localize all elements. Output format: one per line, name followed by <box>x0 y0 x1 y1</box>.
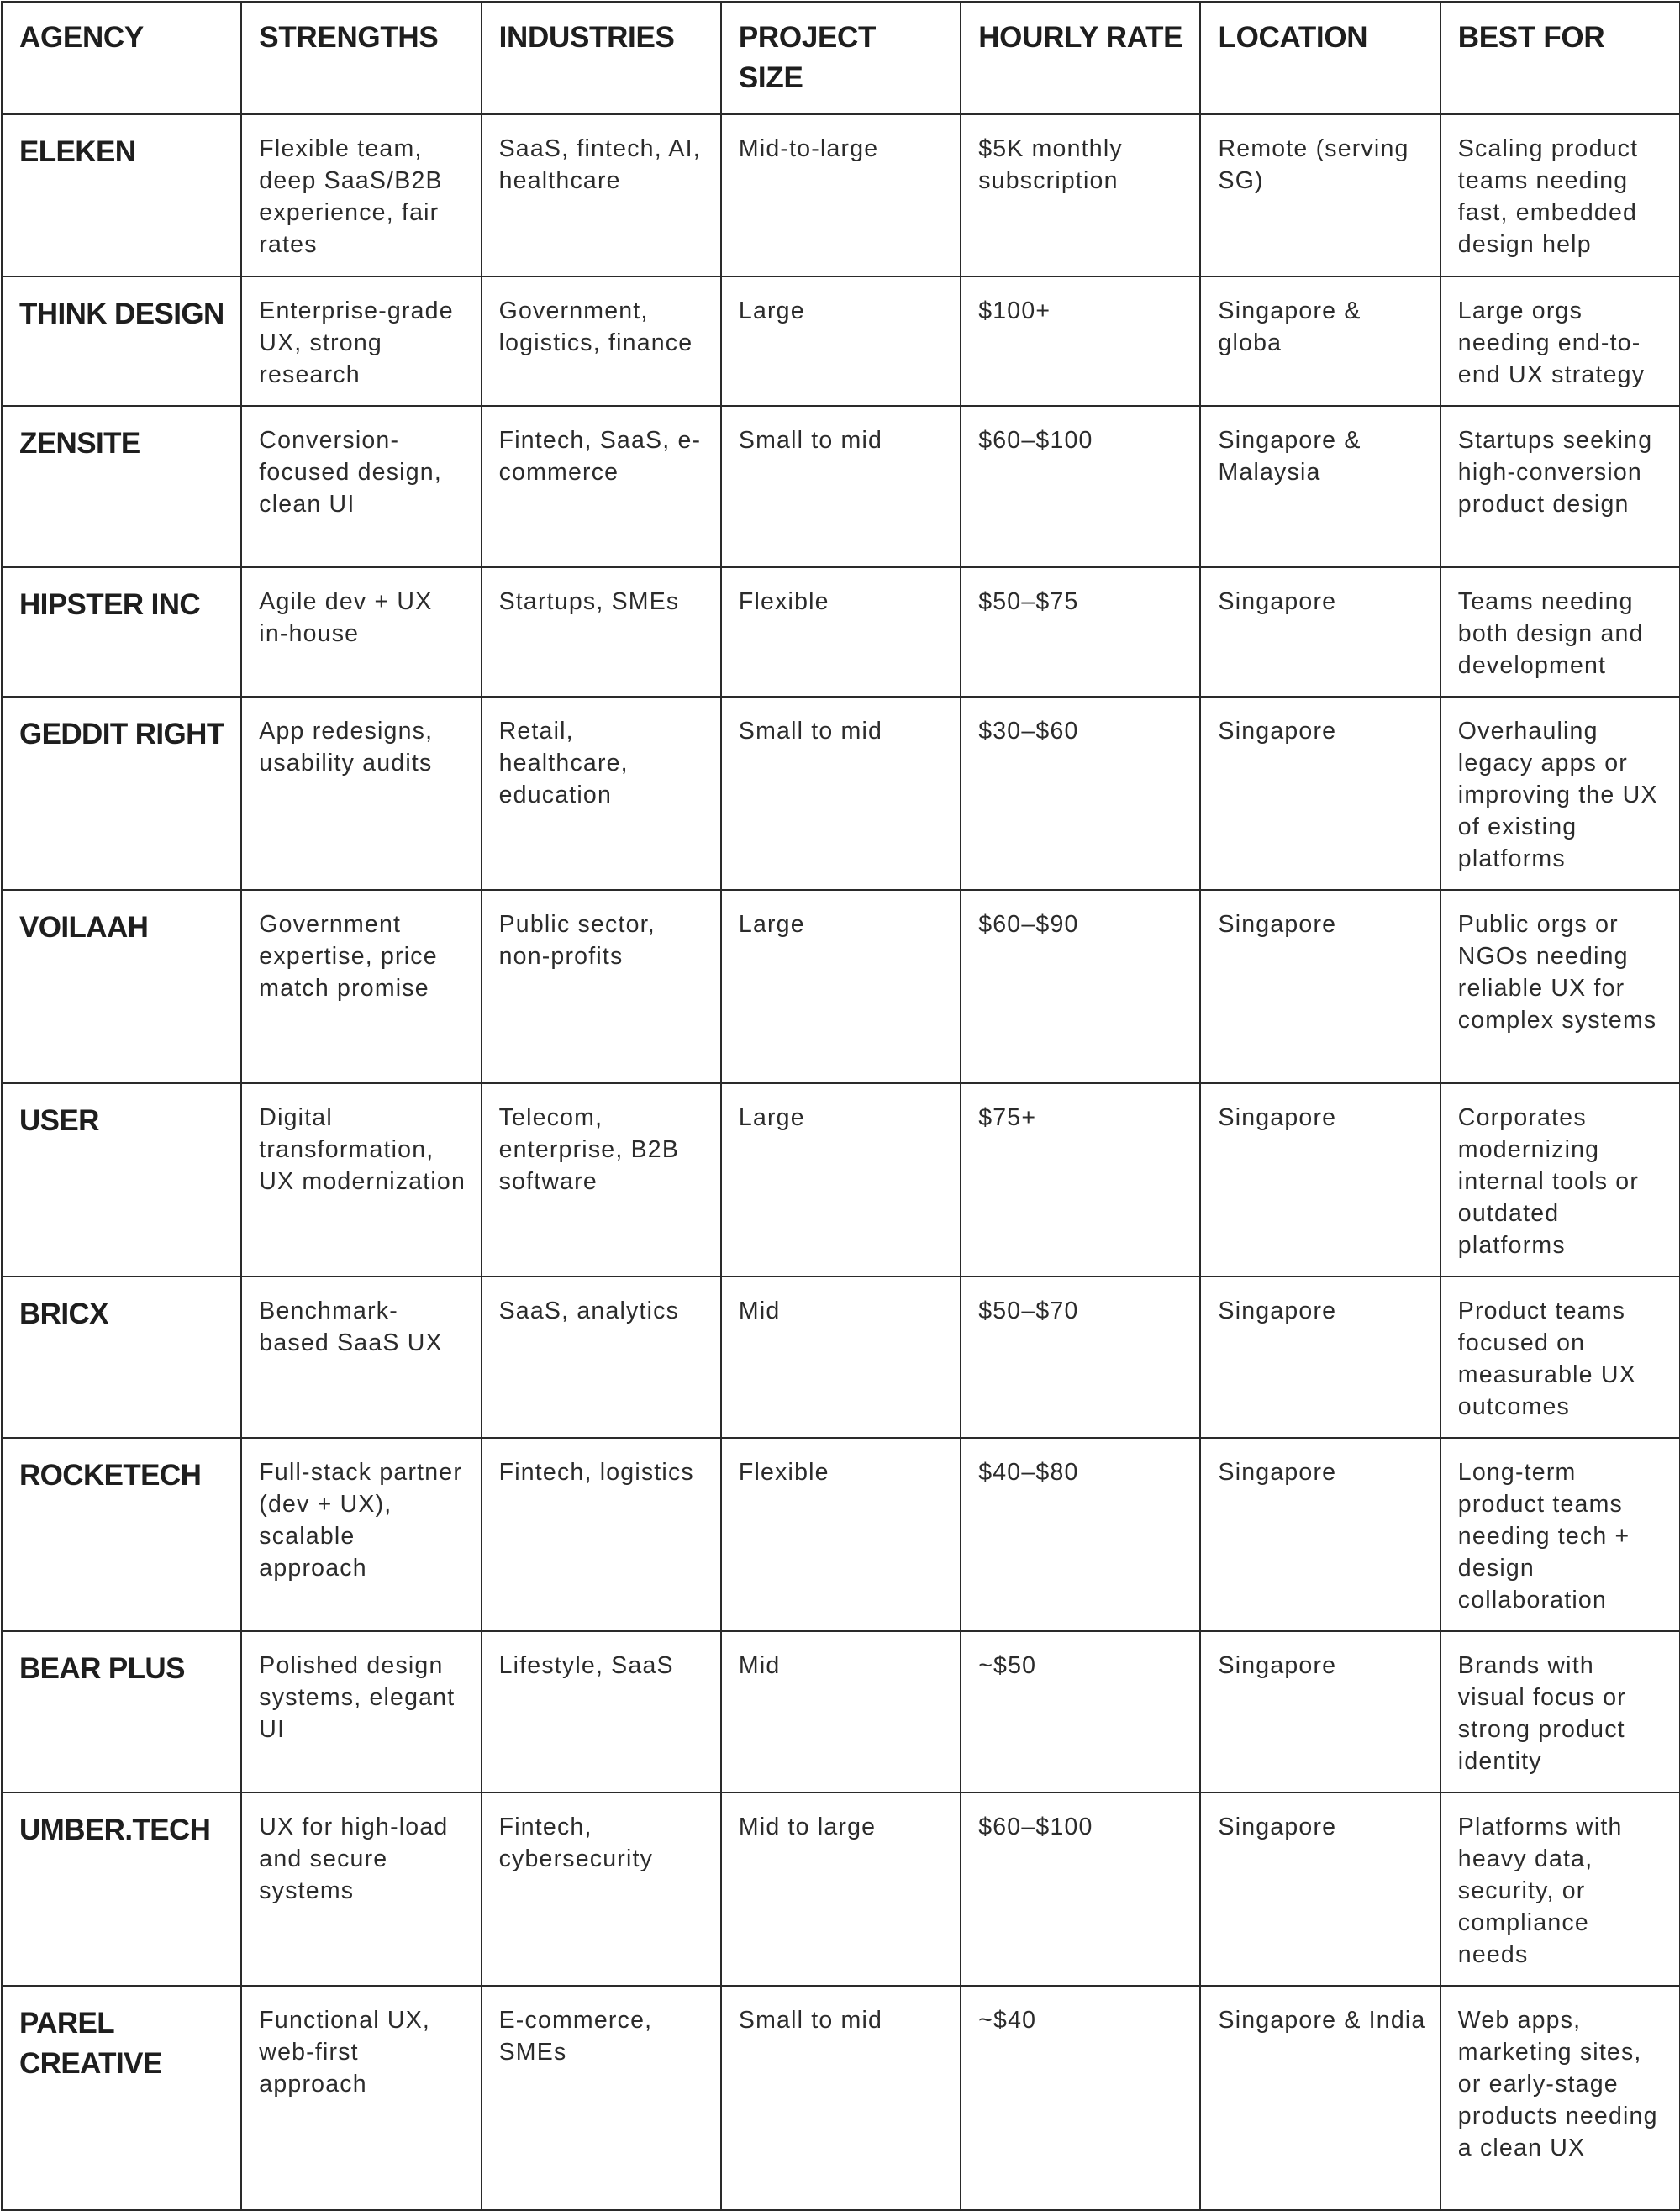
table-row <box>2 567 1680 697</box>
table-header <box>2 2 1680 114</box>
header-location: LOCATION <box>1200 2 1440 114</box>
best-for-cell: Brands with visual focus or strong product identity <box>1440 1631 1680 1792</box>
hourly-rate-cell: ~$50 <box>961 1631 1200 1792</box>
industries-cell: Lifestyle, SaaS <box>482 1631 721 1792</box>
table-row <box>2 1986 1680 2210</box>
agency-name-cell: BEAR PLUS <box>2 1631 241 1792</box>
best-for-cell: Scaling product teams needing fast, embedded design help <box>1440 114 1680 276</box>
header-project-size: PROJECT SIZE <box>721 2 961 114</box>
header-industries: INDUSTRIES <box>482 2 721 114</box>
agency-name-cell: HIPSTER INC <box>2 567 241 697</box>
table-row <box>2 1083 1680 1277</box>
table-row <box>2 1438 1680 1631</box>
hourly-rate-cell: $75+ <box>961 1083 1200 1277</box>
hourly-rate-cell: $60–$90 <box>961 890 1200 1083</box>
strengths-cell: Government expertise, price match promise <box>241 890 481 1083</box>
project-size-cell: Large <box>721 890 961 1083</box>
industries-cell: Public sector, non-profits <box>482 890 721 1083</box>
table-row <box>2 697 1680 890</box>
project-size-cell: Large <box>721 1083 961 1277</box>
location-cell: Singapore <box>1200 1277 1440 1438</box>
header-strengths: STRENGTHS <box>241 2 481 114</box>
project-size-cell: Mid <box>721 1631 961 1792</box>
agency-name-cell: USER <box>2 1083 241 1277</box>
location-cell: Singapore & India <box>1200 1986 1440 2210</box>
hourly-rate-cell: $5K monthly subscription <box>961 114 1200 276</box>
project-size-cell: Mid to large <box>721 1792 961 1986</box>
industries-cell: SaaS, fintech, AI, healthcare <box>482 114 721 276</box>
header-best-for: BEST FOR <box>1440 2 1680 114</box>
table-row <box>2 1277 1680 1438</box>
location-cell: Singapore & Malaysia <box>1200 406 1440 567</box>
header-hourly-rate: HOURLY RATE <box>961 2 1200 114</box>
hourly-rate-cell: $60–$100 <box>961 406 1200 567</box>
strengths-cell: Enterprise-grade UX, strong research <box>241 276 481 406</box>
industries-cell: SaaS, analytics <box>482 1277 721 1438</box>
best-for-cell: Large orgs needing end-to-end UX strategy <box>1440 276 1680 406</box>
industries-cell: E-commerce, SMEs <box>482 1986 721 2210</box>
hourly-rate-cell: $50–$70 <box>961 1277 1200 1438</box>
strengths-cell: Benchmark-based SaaS UX <box>241 1277 481 1438</box>
strengths-cell: Agile dev + UX in-house <box>241 567 481 697</box>
project-size-cell: Flexible <box>721 1438 961 1631</box>
strengths-cell: UX for high-load and secure systems <box>241 1792 481 1986</box>
table-row <box>2 276 1680 406</box>
hourly-rate-cell: $50–$75 <box>961 567 1200 697</box>
agency-name-cell: UMBER.TECH <box>2 1792 241 1986</box>
agency-name-cell: BRICX <box>2 1277 241 1438</box>
agency-name-cell: GEDDIT RIGHT <box>2 697 241 890</box>
agency-name-cell: ROCKETECH <box>2 1438 241 1631</box>
industries-cell: Government, logistics, finance <box>482 276 721 406</box>
best-for-cell: Product teams focused on measurable UX outcomes <box>1440 1277 1680 1438</box>
strengths-cell: Flexible team, deep SaaS/B2B experience, fair rates <box>241 114 481 276</box>
hourly-rate-cell: $30–$60 <box>961 697 1200 890</box>
best-for-cell: Teams needing both design and development <box>1440 567 1680 697</box>
header-row <box>2 2 1680 114</box>
industries-cell: Fintech, SaaS, e-commerce <box>482 406 721 567</box>
best-for-cell: Platforms with heavy data, security, or compliance needs <box>1440 1792 1680 1986</box>
best-for-cell: Long-term product teams needing tech + design collaboration <box>1440 1438 1680 1631</box>
project-size-cell: Small to mid <box>721 1986 961 2210</box>
location-cell: Remote (serving SG) <box>1200 114 1440 276</box>
project-size-cell: Flexible <box>721 567 961 697</box>
strengths-cell: Polished design systems, elegant UI <box>241 1631 481 1792</box>
header-agency: AGENCY <box>2 2 241 114</box>
hourly-rate-cell: $100+ <box>961 276 1200 406</box>
project-size-cell: Mid <box>721 1277 961 1438</box>
strengths-cell: Functional UX, web-first approach <box>241 1986 481 2210</box>
best-for-cell: Startups seeking high-conversion product design <box>1440 406 1680 567</box>
location-cell: Singapore <box>1200 1083 1440 1277</box>
agency-name-cell: PAREL CREATIVE <box>2 1986 241 2210</box>
best-for-cell: Overhauling legacy apps or improving the UX of existing platforms <box>1440 697 1680 890</box>
table-body <box>2 114 1680 2210</box>
best-for-cell: Corporates modernizing internal tools or outdated platforms <box>1440 1083 1680 1277</box>
agency-name-cell: VOILAAH <box>2 890 241 1083</box>
hourly-rate-cell: $40–$80 <box>961 1438 1200 1631</box>
location-cell: Singapore <box>1200 890 1440 1083</box>
table-row <box>2 890 1680 1083</box>
table-row <box>2 1631 1680 1792</box>
project-size-cell: Large <box>721 276 961 406</box>
hourly-rate-cell: $60–$100 <box>961 1792 1200 1986</box>
strengths-cell: Full-stack partner (dev + UX), scalable approach <box>241 1438 481 1631</box>
location-cell: Singapore <box>1200 1631 1440 1792</box>
industries-cell: Retail, healthcare, education <box>482 697 721 890</box>
project-size-cell: Small to mid <box>721 697 961 890</box>
table-row <box>2 1792 1680 1986</box>
location-cell: Singapore & globa <box>1200 276 1440 406</box>
agency-name-cell: THINK DESIGN <box>2 276 241 406</box>
best-for-cell: Web apps, marketing sites, or early-stage products needing a clean UX <box>1440 1986 1680 2210</box>
location-cell: Singapore <box>1200 567 1440 697</box>
strengths-cell: Digital transformation, UX modernization <box>241 1083 481 1277</box>
best-for-cell: Public orgs or NGOs needing reliable UX for complex systems <box>1440 890 1680 1083</box>
project-size-cell: Small to mid <box>721 406 961 567</box>
agency-comparison-table <box>1 1 1680 2211</box>
project-size-cell: Mid-to-large <box>721 114 961 276</box>
strengths-cell: App redesigns, usability audits <box>241 697 481 890</box>
industries-cell: Startups, SMEs <box>482 567 721 697</box>
industries-cell: Fintech, logistics <box>482 1438 721 1631</box>
table-row <box>2 114 1680 276</box>
location-cell: Singapore <box>1200 1438 1440 1631</box>
industries-cell: Fintech, cybersecurity <box>482 1792 721 1986</box>
table-row <box>2 406 1680 567</box>
agency-name-cell: ELEKEN <box>2 114 241 276</box>
agency-name-cell: ZENSITE <box>2 406 241 567</box>
location-cell: Singapore <box>1200 697 1440 890</box>
strengths-cell: Conversion-focused design, clean UI <box>241 406 481 567</box>
location-cell: Singapore <box>1200 1792 1440 1986</box>
industries-cell: Telecom, enterprise, B2B software <box>482 1083 721 1277</box>
hourly-rate-cell: ~$40 <box>961 1986 1200 2210</box>
